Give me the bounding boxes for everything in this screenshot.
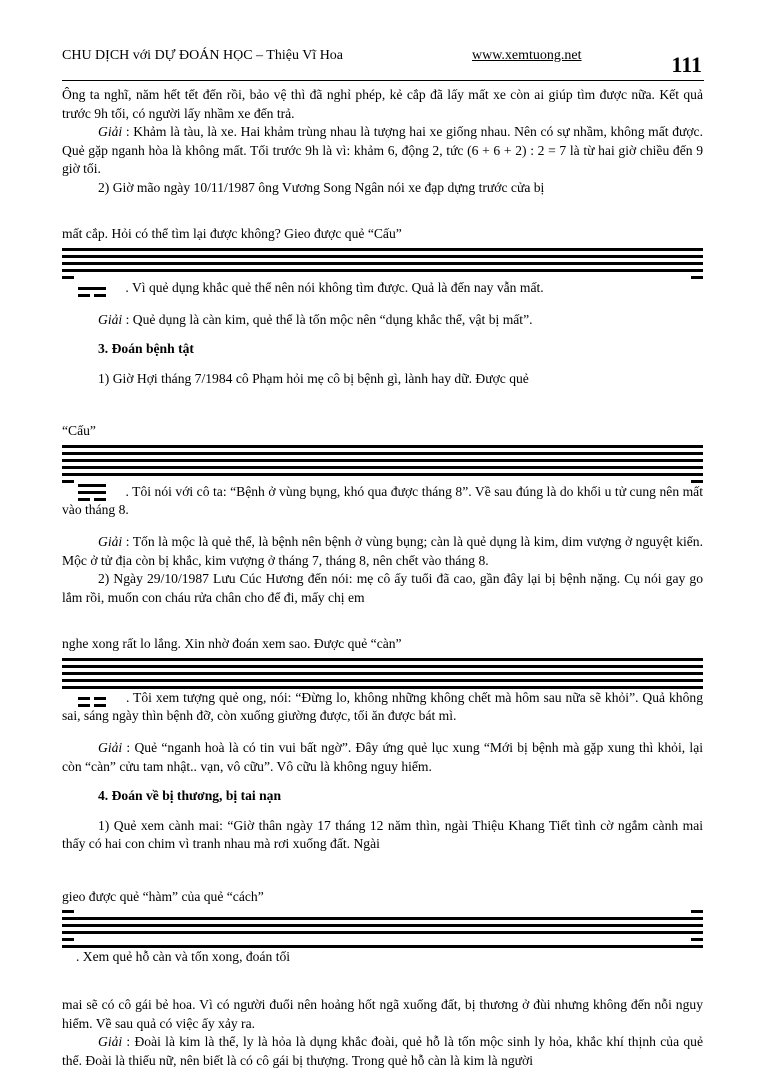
hexagram-cau — [102, 422, 134, 441]
hexagram-cach — [266, 888, 298, 907]
paragraph-text: mất cắp. Hỏi có thể tìm lại được không? Gieo được quẻ “Cấu” — [62, 226, 402, 241]
page-number: 111 — [671, 52, 702, 77]
label-giai: Giải — [98, 534, 123, 550]
label-giai: Giải — [98, 740, 123, 756]
label-giai: Giải — [98, 124, 123, 139]
website-link[interactable]: www.xemtuong.net — [472, 48, 582, 63]
paragraph-text: : Tốn là mộc là quẻ thể, là bệnh nên bệnh ở vùng bụng; càn là quẻ dụng là kim, dim vượng ở nguyệt kiến. Mộc ở tử địa còn bị khắc, kim vượng ở tháng 7, tháng 8, nên chết vào tháng 8. — [62, 534, 703, 568]
section-heading: 4. Đoán về bị thương, bị tai nạn — [98, 788, 282, 804]
paragraph-explanation — [62, 123, 703, 179]
paragraph-with-hexagram — [62, 635, 703, 654]
paragraph-text: : Quẻ dụng là càn kim, quẻ thể là tốn mộc nên “dụng khắc thể, vật bị mất”. — [122, 311, 533, 327]
paragraph-text: nghe xong rất lo lắng. Xin nhờ đoán xem sao. Được quẻ “càn” — [62, 636, 402, 652]
paragraph-text: . Vì quẻ dụng khắc quẻ thể nên nói không tìm được. Quả là đến nay vẫn mất. — [125, 279, 544, 295]
paragraph-with-hexagram — [62, 225, 703, 244]
hexagram-can — [398, 635, 430, 654]
trigram-lower — [78, 484, 106, 501]
paragraph-text: . Xem quẻ hỗ càn và tốn xong, đoán tối — [76, 949, 291, 965]
paragraph-explanation — [62, 533, 703, 570]
paragraph-text: “Cấu” — [62, 423, 96, 439]
paragraph-with-hexagram — [62, 888, 703, 907]
page-content — [62, 86, 703, 1070]
paragraph: 1) Quẻ xem cành mai: “Giờ thân ngày 17 tháng 12 năm thìn, ngài Thiệu Khang Tiết tình cờ ngắm cành mai thấy có hai con chim vì tranh nhau mà rơi xuống đất. Ngài — [62, 817, 703, 852]
paragraph: 2) Giờ mão ngày 10/11/1987 ông Vương Song Ngân nói xe đạp dựng trước cửa bị — [98, 179, 545, 195]
paragraph-text: : Đoài là kim là thể, ly là hỏa là dụng khắc đoài, quẻ hỗ là tốn mộc sinh ly hỏa, khắc khí thịnh của quẻ thể. Đoài là thiếu nữ, nên biết là có cô gái bị thượng. Trong quẻ hỗ càn là kim là người — [62, 1034, 703, 1068]
paragraph-with-hexagram — [62, 422, 703, 441]
paragraph-text: . Tôi xem tượng quẻ ong, nói: “Đừng lo, không những không chết mà hôm sau nữa sẽ khỏi”. Quả không sai, sáng ngày thìn bệnh đỡ, còn xuống giường được, tối ăn được bát mì. — [62, 689, 703, 724]
paragraph: Ông ta nghĩ, năm hết tết đến rồi, bảo vệ thì đã nghỉ phép, kẻ cắp đã lấy mất xe còn ai giúp tìm được nữa. Kết quả trước 9h tối, có người lấy nhầm xe đến trả. — [62, 87, 703, 121]
paragraph-explanation — [62, 1033, 703, 1070]
book-title: CHU DỊCH với DỰ ĐOÁN HỌC – Thiệu Vĩ Hoa — [62, 48, 344, 63]
paragraph-text: : Khảm là tàu, là xe. Hai khảm trùng nhau là tượng hai xe giống nhau. Nên có sự nhầm, không mất được. Quẻ gặp nganh hòa là không mất. Tối trước 9h là vì: khảm 6, động 2, tức (6 + 6 + 2) : 2 = 7 là từ hai giờ chiều đến 9 giờ tối. — [62, 124, 703, 176]
paragraph-explanation — [62, 739, 703, 776]
trigram-lower — [78, 697, 106, 707]
paragraph: 2) Ngày 29/10/1987 Lưu Cúc Hương đến nói: mẹ cô ấy tuổi đã cao, gần đây lại bị bệnh nặng. Cụ nói gay go lắm rồi, muốn con cháu rửa chân cho để đi, mấy chị em — [62, 571, 703, 605]
paragraph-text: : Quẻ “nganh hoà là có tin vui bất ngờ”. Đây ứng quẻ lục xung “Mới bị bệnh mà gặp xung thì khỏi, lại còn “càn” cửu tam nhật.. vạn, vô cữu”. Vô cữu là không nguy hiểm. — [62, 740, 703, 774]
paragraph-text: . Tôi nói với cô ta: “Bệnh ở vùng bụng, khó qua được tháng 8”. Về sau đúng là do khối u tử cung nên mất vào tháng 8. — [62, 483, 703, 518]
paragraph-text: gieo được quẻ “hàm” của quẻ “cách” — [62, 888, 264, 904]
section-heading: 3. Đoán bệnh tật — [98, 341, 194, 357]
label-giai: Giải — [98, 311, 123, 327]
page-header — [62, 46, 704, 81]
trigram-lower — [78, 287, 106, 297]
hexagram-cau — [396, 225, 428, 244]
label-giai: Giải — [98, 1034, 123, 1050]
paragraph-explanation — [62, 311, 703, 330]
paragraph: 1) Giờ Hợi tháng 7/1984 cô Phạm hỏi mẹ cô bị bệnh gì, lành hay dữ. Được quẻ — [98, 370, 529, 386]
paragraph: mai sẽ có cô gái bẻ hoa. Vì có người đuổi nên hoảng hốt ngã xuống đất, bị thương ở đùi nhưng không đến nỗi nguy hiểm. Về sau quả có việc ấy xảy ra. — [62, 997, 703, 1031]
